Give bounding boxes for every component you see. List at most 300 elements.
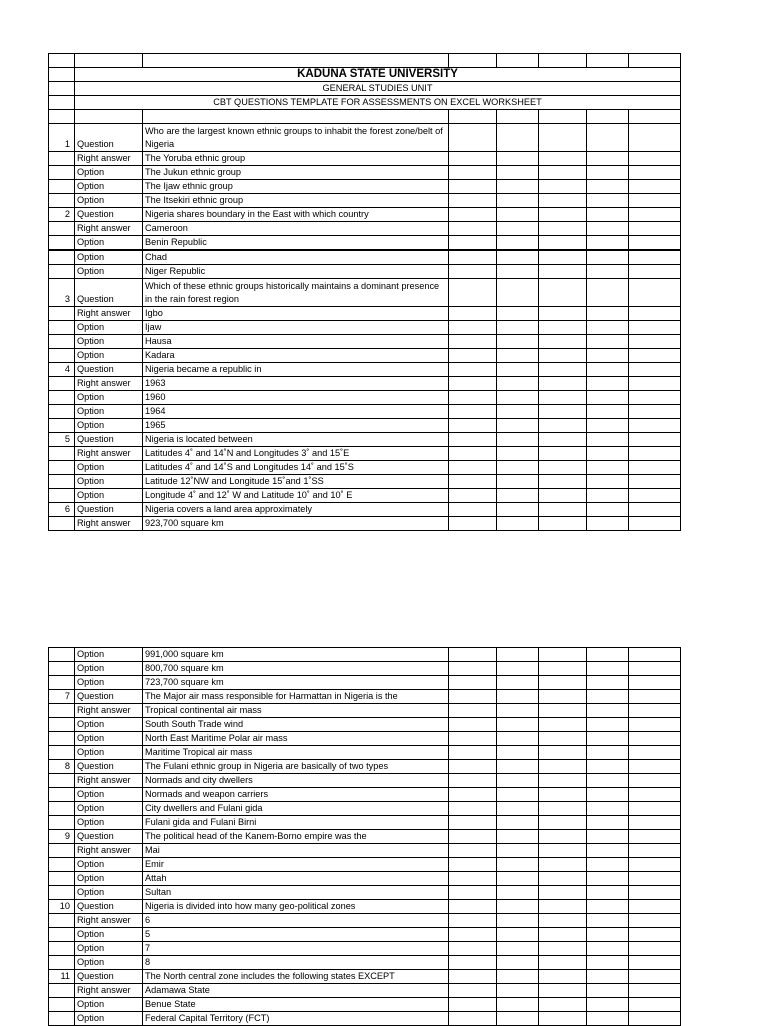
empty-cell[interactable] xyxy=(449,746,497,760)
empty-cell[interactable] xyxy=(587,489,629,503)
empty-cell[interactable] xyxy=(497,503,539,517)
empty-cell[interactable] xyxy=(497,900,539,914)
empty-cell[interactable] xyxy=(587,391,629,405)
empty-cell[interactable] xyxy=(539,152,587,166)
empty-cell[interactable] xyxy=(497,956,539,970)
question-number-cell[interactable]: 2 xyxy=(49,208,75,222)
empty-cell[interactable] xyxy=(539,928,587,942)
content-cell[interactable]: Nigeria covers a land area approximately xyxy=(143,503,449,517)
content-cell[interactable]: Normads and weapon carriers xyxy=(143,788,449,802)
question-number-cell[interactable] xyxy=(49,1012,75,1026)
empty-cell[interactable] xyxy=(449,517,497,531)
content-cell[interactable]: 1963 xyxy=(143,377,449,391)
content-cell[interactable]: The Yoruba ethnic group xyxy=(143,152,449,166)
empty-cell[interactable] xyxy=(587,307,629,321)
question-number-cell[interactable]: 1 xyxy=(49,124,75,152)
empty-cell[interactable] xyxy=(587,265,629,279)
question-number-cell[interactable] xyxy=(49,321,75,335)
empty-cell[interactable] xyxy=(497,180,539,194)
empty-cell[interactable] xyxy=(587,349,629,363)
empty-cell[interactable] xyxy=(629,405,681,419)
question-number-cell[interactable]: 11 xyxy=(49,970,75,984)
content-cell[interactable]: Niger Republic xyxy=(143,265,449,279)
empty-cell[interactable] xyxy=(449,984,497,998)
empty-cell[interactable] xyxy=(449,914,497,928)
empty-cell[interactable] xyxy=(449,363,497,377)
question-number-cell[interactable] xyxy=(49,447,75,461)
content-cell[interactable]: Normads and city dwellers xyxy=(143,774,449,788)
row-type-cell[interactable]: Option xyxy=(75,718,143,732)
content-cell[interactable]: 5 xyxy=(143,928,449,942)
empty-cell[interactable] xyxy=(539,718,587,732)
empty-cell[interactable] xyxy=(497,433,539,447)
empty-cell[interactable] xyxy=(629,180,681,194)
empty-cell[interactable] xyxy=(449,335,497,349)
empty-cell[interactable] xyxy=(629,858,681,872)
empty-cell[interactable] xyxy=(629,391,681,405)
empty-cell[interactable] xyxy=(497,760,539,774)
empty-cell[interactable] xyxy=(539,956,587,970)
empty-cell[interactable] xyxy=(629,662,681,676)
row-type-cell[interactable]: Option xyxy=(75,349,143,363)
row-type-cell[interactable]: Option xyxy=(75,166,143,180)
empty-cell[interactable] xyxy=(497,676,539,690)
empty-cell[interactable] xyxy=(539,349,587,363)
content-cell[interactable]: 800,700 square km xyxy=(143,662,449,676)
empty-cell[interactable] xyxy=(629,718,681,732)
empty-cell[interactable] xyxy=(629,928,681,942)
empty-cell[interactable] xyxy=(539,208,587,222)
question-number-cell[interactable] xyxy=(49,419,75,433)
empty-cell[interactable] xyxy=(497,816,539,830)
empty-cell[interactable] xyxy=(539,433,587,447)
content-cell[interactable]: North East Maritime Polar air mass xyxy=(143,732,449,746)
content-cell[interactable]: Latitudes 4˚ and 14˚N and Longitudes 3˚ and 15˚E xyxy=(143,447,449,461)
empty-cell[interactable] xyxy=(539,872,587,886)
empty-cell[interactable] xyxy=(629,648,681,662)
empty-cell[interactable] xyxy=(587,690,629,704)
question-number-cell[interactable] xyxy=(49,858,75,872)
row-type-cell[interactable]: Question xyxy=(75,690,143,704)
empty-cell[interactable] xyxy=(539,676,587,690)
empty-cell[interactable] xyxy=(497,746,539,760)
row-type-cell[interactable]: Option xyxy=(75,746,143,760)
empty-cell[interactable] xyxy=(449,321,497,335)
empty-cell[interactable] xyxy=(629,900,681,914)
empty-cell[interactable] xyxy=(539,704,587,718)
empty-cell[interactable] xyxy=(587,998,629,1012)
question-number-cell[interactable] xyxy=(49,914,75,928)
empty-cell[interactable] xyxy=(449,830,497,844)
empty-cell[interactable] xyxy=(629,363,681,377)
empty-cell[interactable] xyxy=(539,377,587,391)
empty-cell[interactable] xyxy=(539,900,587,914)
row-type-cell[interactable]: Right answer xyxy=(75,447,143,461)
empty-cell[interactable] xyxy=(497,718,539,732)
empty-cell[interactable] xyxy=(497,461,539,475)
row-type-cell[interactable]: Option xyxy=(75,419,143,433)
content-cell[interactable]: The Jukun ethnic group xyxy=(143,166,449,180)
content-cell[interactable]: Cameroon xyxy=(143,222,449,236)
row-type-cell[interactable]: Right answer xyxy=(75,984,143,998)
empty-cell[interactable] xyxy=(587,732,629,746)
empty-cell[interactable] xyxy=(449,503,497,517)
empty-cell[interactable] xyxy=(539,746,587,760)
empty-cell[interactable] xyxy=(497,886,539,900)
empty-cell[interactable] xyxy=(539,844,587,858)
question-number-cell[interactable]: 8 xyxy=(49,760,75,774)
row-type-cell[interactable]: Option xyxy=(75,802,143,816)
empty-cell[interactable] xyxy=(539,180,587,194)
content-cell[interactable]: Chad xyxy=(143,250,449,265)
empty-cell[interactable] xyxy=(587,180,629,194)
empty-cell[interactable] xyxy=(449,377,497,391)
empty-cell[interactable] xyxy=(587,970,629,984)
content-cell[interactable]: Benue State xyxy=(143,998,449,1012)
empty-cell[interactable] xyxy=(497,419,539,433)
empty-cell[interactable] xyxy=(629,461,681,475)
empty-cell[interactable] xyxy=(629,956,681,970)
row-type-cell[interactable]: Question xyxy=(75,970,143,984)
empty-cell[interactable] xyxy=(449,872,497,886)
empty-cell[interactable] xyxy=(629,760,681,774)
empty-cell[interactable] xyxy=(449,858,497,872)
content-cell[interactable]: 1964 xyxy=(143,405,449,419)
empty-cell[interactable] xyxy=(497,475,539,489)
empty-cell[interactable] xyxy=(629,746,681,760)
empty-cell[interactable] xyxy=(449,265,497,279)
question-number-cell[interactable] xyxy=(49,802,75,816)
empty-cell[interactable] xyxy=(539,124,587,152)
content-cell[interactable]: The Ijaw ethnic group xyxy=(143,180,449,194)
question-number-cell[interactable] xyxy=(49,405,75,419)
empty-cell[interactable] xyxy=(587,250,629,265)
empty-cell[interactable] xyxy=(587,1012,629,1026)
empty-cell[interactable] xyxy=(539,475,587,489)
content-cell[interactable]: City dwellers and Fulani gida xyxy=(143,802,449,816)
row-type-cell[interactable]: Option xyxy=(75,265,143,279)
content-cell[interactable]: 991,000 square km xyxy=(143,648,449,662)
row-type-cell[interactable]: Question xyxy=(75,433,143,447)
empty-cell[interactable] xyxy=(497,872,539,886)
empty-cell[interactable] xyxy=(497,774,539,788)
empty-cell[interactable] xyxy=(449,662,497,676)
empty-cell[interactable] xyxy=(449,816,497,830)
content-cell[interactable]: Sultan xyxy=(143,886,449,900)
empty-cell[interactable] xyxy=(587,405,629,419)
empty-cell[interactable] xyxy=(539,265,587,279)
empty-cell[interactable] xyxy=(539,760,587,774)
empty-cell[interactable] xyxy=(629,816,681,830)
question-number-cell[interactable] xyxy=(49,998,75,1012)
empty-cell[interactable] xyxy=(587,942,629,956)
question-number-cell[interactable] xyxy=(49,222,75,236)
empty-cell[interactable] xyxy=(629,377,681,391)
question-number-cell[interactable] xyxy=(49,956,75,970)
empty-cell[interactable] xyxy=(449,391,497,405)
empty-cell[interactable] xyxy=(587,433,629,447)
empty-cell[interactable] xyxy=(539,886,587,900)
content-cell[interactable]: Kadara xyxy=(143,349,449,363)
row-type-cell[interactable]: Option xyxy=(75,405,143,419)
empty-cell[interactable] xyxy=(629,265,681,279)
row-type-cell[interactable]: Right answer xyxy=(75,377,143,391)
content-cell[interactable]: 8 xyxy=(143,956,449,970)
empty-cell[interactable] xyxy=(497,152,539,166)
empty-cell[interactable] xyxy=(497,321,539,335)
question-number-cell[interactable]: 6 xyxy=(49,503,75,517)
content-cell[interactable]: Emir xyxy=(143,858,449,872)
row-type-cell[interactable]: Right answer xyxy=(75,152,143,166)
empty-cell[interactable] xyxy=(449,194,497,208)
empty-cell[interactable] xyxy=(449,704,497,718)
empty-cell[interactable] xyxy=(587,166,629,180)
empty-cell[interactable] xyxy=(587,676,629,690)
empty-cell[interactable] xyxy=(497,914,539,928)
content-cell[interactable]: 923,700 square km xyxy=(143,517,449,531)
empty-cell[interactable] xyxy=(587,830,629,844)
empty-cell[interactable] xyxy=(497,489,539,503)
empty-cell[interactable] xyxy=(629,872,681,886)
empty-cell[interactable] xyxy=(587,662,629,676)
empty-cell[interactable] xyxy=(449,774,497,788)
question-number-cell[interactable] xyxy=(49,236,75,251)
empty-cell[interactable] xyxy=(497,363,539,377)
empty-cell[interactable] xyxy=(629,830,681,844)
question-number-cell[interactable] xyxy=(49,662,75,676)
empty-cell[interactable] xyxy=(629,984,681,998)
empty-cell[interactable] xyxy=(539,802,587,816)
empty-cell[interactable] xyxy=(629,321,681,335)
empty-cell[interactable] xyxy=(497,405,539,419)
question-number-cell[interactable]: 9 xyxy=(49,830,75,844)
empty-cell[interactable] xyxy=(449,307,497,321)
empty-cell[interactable] xyxy=(629,222,681,236)
question-number-cell[interactable] xyxy=(49,872,75,886)
question-number-cell[interactable] xyxy=(49,475,75,489)
question-number-cell[interactable] xyxy=(49,704,75,718)
empty-cell[interactable] xyxy=(497,984,539,998)
empty-cell[interactable] xyxy=(449,928,497,942)
empty-cell[interactable] xyxy=(587,886,629,900)
empty-cell[interactable] xyxy=(539,984,587,998)
question-number-cell[interactable] xyxy=(49,152,75,166)
question-number-cell[interactable] xyxy=(49,732,75,746)
empty-cell[interactable] xyxy=(449,886,497,900)
empty-cell[interactable] xyxy=(539,998,587,1012)
empty-cell[interactable] xyxy=(587,447,629,461)
question-number-cell[interactable] xyxy=(49,886,75,900)
empty-cell[interactable] xyxy=(449,690,497,704)
row-type-cell[interactable]: Right answer xyxy=(75,704,143,718)
empty-cell[interactable] xyxy=(449,152,497,166)
question-number-cell[interactable] xyxy=(49,984,75,998)
empty-cell[interactable] xyxy=(587,363,629,377)
content-cell[interactable]: Who are the largest known ethnic groups to inhabit the forest zone/belt of Nigeria xyxy=(143,124,449,152)
empty-cell[interactable] xyxy=(449,676,497,690)
empty-cell[interactable] xyxy=(539,774,587,788)
empty-cell[interactable] xyxy=(449,718,497,732)
question-number-cell[interactable] xyxy=(49,250,75,265)
empty-cell[interactable] xyxy=(449,461,497,475)
empty-cell[interactable] xyxy=(497,788,539,802)
empty-cell[interactable] xyxy=(449,279,497,307)
empty-cell[interactable] xyxy=(497,690,539,704)
row-type-cell[interactable]: Option xyxy=(75,180,143,194)
question-number-cell[interactable] xyxy=(49,774,75,788)
empty-cell[interactable] xyxy=(539,858,587,872)
empty-cell[interactable] xyxy=(587,124,629,152)
empty-cell[interactable] xyxy=(449,419,497,433)
row-type-cell[interactable]: Right answer xyxy=(75,517,143,531)
question-number-cell[interactable] xyxy=(49,307,75,321)
empty-cell[interactable] xyxy=(629,208,681,222)
empty-cell[interactable] xyxy=(629,307,681,321)
empty-cell[interactable] xyxy=(587,844,629,858)
empty-cell[interactable] xyxy=(497,307,539,321)
empty-cell[interactable] xyxy=(539,662,587,676)
row-type-cell[interactable]: Option xyxy=(75,475,143,489)
content-cell[interactable]: Nigeria became a republic in xyxy=(143,363,449,377)
empty-cell[interactable] xyxy=(629,503,681,517)
empty-cell[interactable] xyxy=(587,279,629,307)
empty-cell[interactable] xyxy=(539,391,587,405)
content-cell[interactable]: Latitude 12˚NW and Longitude 15˚and 1˚SS xyxy=(143,475,449,489)
question-number-cell[interactable] xyxy=(49,942,75,956)
empty-cell[interactable] xyxy=(587,774,629,788)
question-number-cell[interactable] xyxy=(49,194,75,208)
empty-cell[interactable] xyxy=(449,349,497,363)
empty-cell[interactable] xyxy=(587,335,629,349)
empty-cell[interactable] xyxy=(449,236,497,251)
empty-cell[interactable] xyxy=(629,236,681,251)
empty-cell[interactable] xyxy=(539,194,587,208)
question-number-cell[interactable] xyxy=(49,844,75,858)
content-cell[interactable]: Adamawa State xyxy=(143,984,449,998)
content-cell[interactable]: Federal Capital Territory (FCT) xyxy=(143,1012,449,1026)
content-cell[interactable]: 6 xyxy=(143,914,449,928)
empty-cell[interactable] xyxy=(539,1012,587,1026)
content-cell[interactable]: Maritime Tropical air mass xyxy=(143,746,449,760)
empty-cell[interactable] xyxy=(497,1012,539,1026)
empty-cell[interactable] xyxy=(449,405,497,419)
row-type-cell[interactable]: Option xyxy=(75,942,143,956)
empty-cell[interactable] xyxy=(539,279,587,307)
empty-cell[interactable] xyxy=(587,236,629,251)
content-cell[interactable]: Fulani gida and Fulani Birni xyxy=(143,816,449,830)
row-type-cell[interactable]: Option xyxy=(75,236,143,251)
question-number-cell[interactable] xyxy=(49,718,75,732)
empty-cell[interactable] xyxy=(629,690,681,704)
empty-cell[interactable] xyxy=(539,419,587,433)
empty-cell[interactable] xyxy=(497,166,539,180)
empty-cell[interactable] xyxy=(587,984,629,998)
empty-cell[interactable] xyxy=(587,788,629,802)
empty-cell[interactable] xyxy=(587,914,629,928)
question-number-cell[interactable] xyxy=(49,265,75,279)
content-cell[interactable]: Benin Republic xyxy=(143,236,449,251)
row-type-cell[interactable]: Option xyxy=(75,732,143,746)
empty-cell[interactable] xyxy=(539,222,587,236)
empty-cell[interactable] xyxy=(629,844,681,858)
empty-cell[interactable] xyxy=(629,279,681,307)
empty-cell[interactable] xyxy=(587,872,629,886)
empty-cell[interactable] xyxy=(497,124,539,152)
question-number-cell[interactable]: 7 xyxy=(49,690,75,704)
question-number-cell[interactable] xyxy=(49,928,75,942)
empty-cell[interactable] xyxy=(629,1012,681,1026)
empty-cell[interactable] xyxy=(629,447,681,461)
empty-cell[interactable] xyxy=(539,503,587,517)
empty-cell[interactable] xyxy=(629,433,681,447)
empty-cell[interactable] xyxy=(539,942,587,956)
content-cell[interactable]: Igbo xyxy=(143,307,449,321)
empty-cell[interactable] xyxy=(497,194,539,208)
empty-cell[interactable] xyxy=(539,447,587,461)
empty-cell[interactable] xyxy=(497,998,539,1012)
row-type-cell[interactable]: Question xyxy=(75,900,143,914)
question-number-cell[interactable]: 3 xyxy=(49,279,75,307)
row-type-cell[interactable]: Option xyxy=(75,676,143,690)
row-type-cell[interactable]: Option xyxy=(75,858,143,872)
row-type-cell[interactable]: Question xyxy=(75,503,143,517)
empty-cell[interactable] xyxy=(629,788,681,802)
row-type-cell[interactable]: Question xyxy=(75,124,143,152)
row-type-cell[interactable]: Option xyxy=(75,928,143,942)
empty-cell[interactable] xyxy=(587,928,629,942)
empty-cell[interactable] xyxy=(587,760,629,774)
empty-cell[interactable] xyxy=(497,802,539,816)
content-cell[interactable]: The North central zone includes the following states EXCEPT xyxy=(143,970,449,984)
empty-cell[interactable] xyxy=(539,461,587,475)
empty-cell[interactable] xyxy=(449,648,497,662)
empty-cell[interactable] xyxy=(497,662,539,676)
empty-cell[interactable] xyxy=(449,844,497,858)
empty-cell[interactable] xyxy=(497,208,539,222)
empty-cell[interactable] xyxy=(449,475,497,489)
row-type-cell[interactable]: Option xyxy=(75,194,143,208)
empty-cell[interactable] xyxy=(629,250,681,265)
empty-cell[interactable] xyxy=(449,732,497,746)
empty-cell[interactable] xyxy=(629,475,681,489)
empty-cell[interactable] xyxy=(587,900,629,914)
empty-cell[interactable] xyxy=(539,321,587,335)
empty-cell[interactable] xyxy=(539,335,587,349)
empty-cell[interactable] xyxy=(587,321,629,335)
empty-cell[interactable] xyxy=(497,222,539,236)
question-number-cell[interactable] xyxy=(49,461,75,475)
empty-cell[interactable] xyxy=(587,208,629,222)
empty-cell[interactable] xyxy=(539,250,587,265)
empty-cell[interactable] xyxy=(497,844,539,858)
empty-cell[interactable] xyxy=(449,788,497,802)
empty-cell[interactable] xyxy=(587,802,629,816)
content-cell[interactable]: Hausa xyxy=(143,335,449,349)
content-cell[interactable]: 7 xyxy=(143,942,449,956)
empty-cell[interactable] xyxy=(587,517,629,531)
empty-cell[interactable] xyxy=(449,802,497,816)
empty-cell[interactable] xyxy=(587,648,629,662)
content-cell[interactable]: Which of these ethnic groups historically maintains a dominant presence in the rain forest region xyxy=(143,279,449,307)
empty-cell[interactable] xyxy=(539,166,587,180)
row-type-cell[interactable]: Right answer xyxy=(75,774,143,788)
content-cell[interactable]: Nigeria is divided into how many geo-political zones xyxy=(143,900,449,914)
empty-cell[interactable] xyxy=(587,419,629,433)
content-cell[interactable]: 1960 xyxy=(143,391,449,405)
empty-cell[interactable] xyxy=(497,335,539,349)
row-type-cell[interactable]: Right answer xyxy=(75,844,143,858)
row-type-cell[interactable]: Question xyxy=(75,208,143,222)
